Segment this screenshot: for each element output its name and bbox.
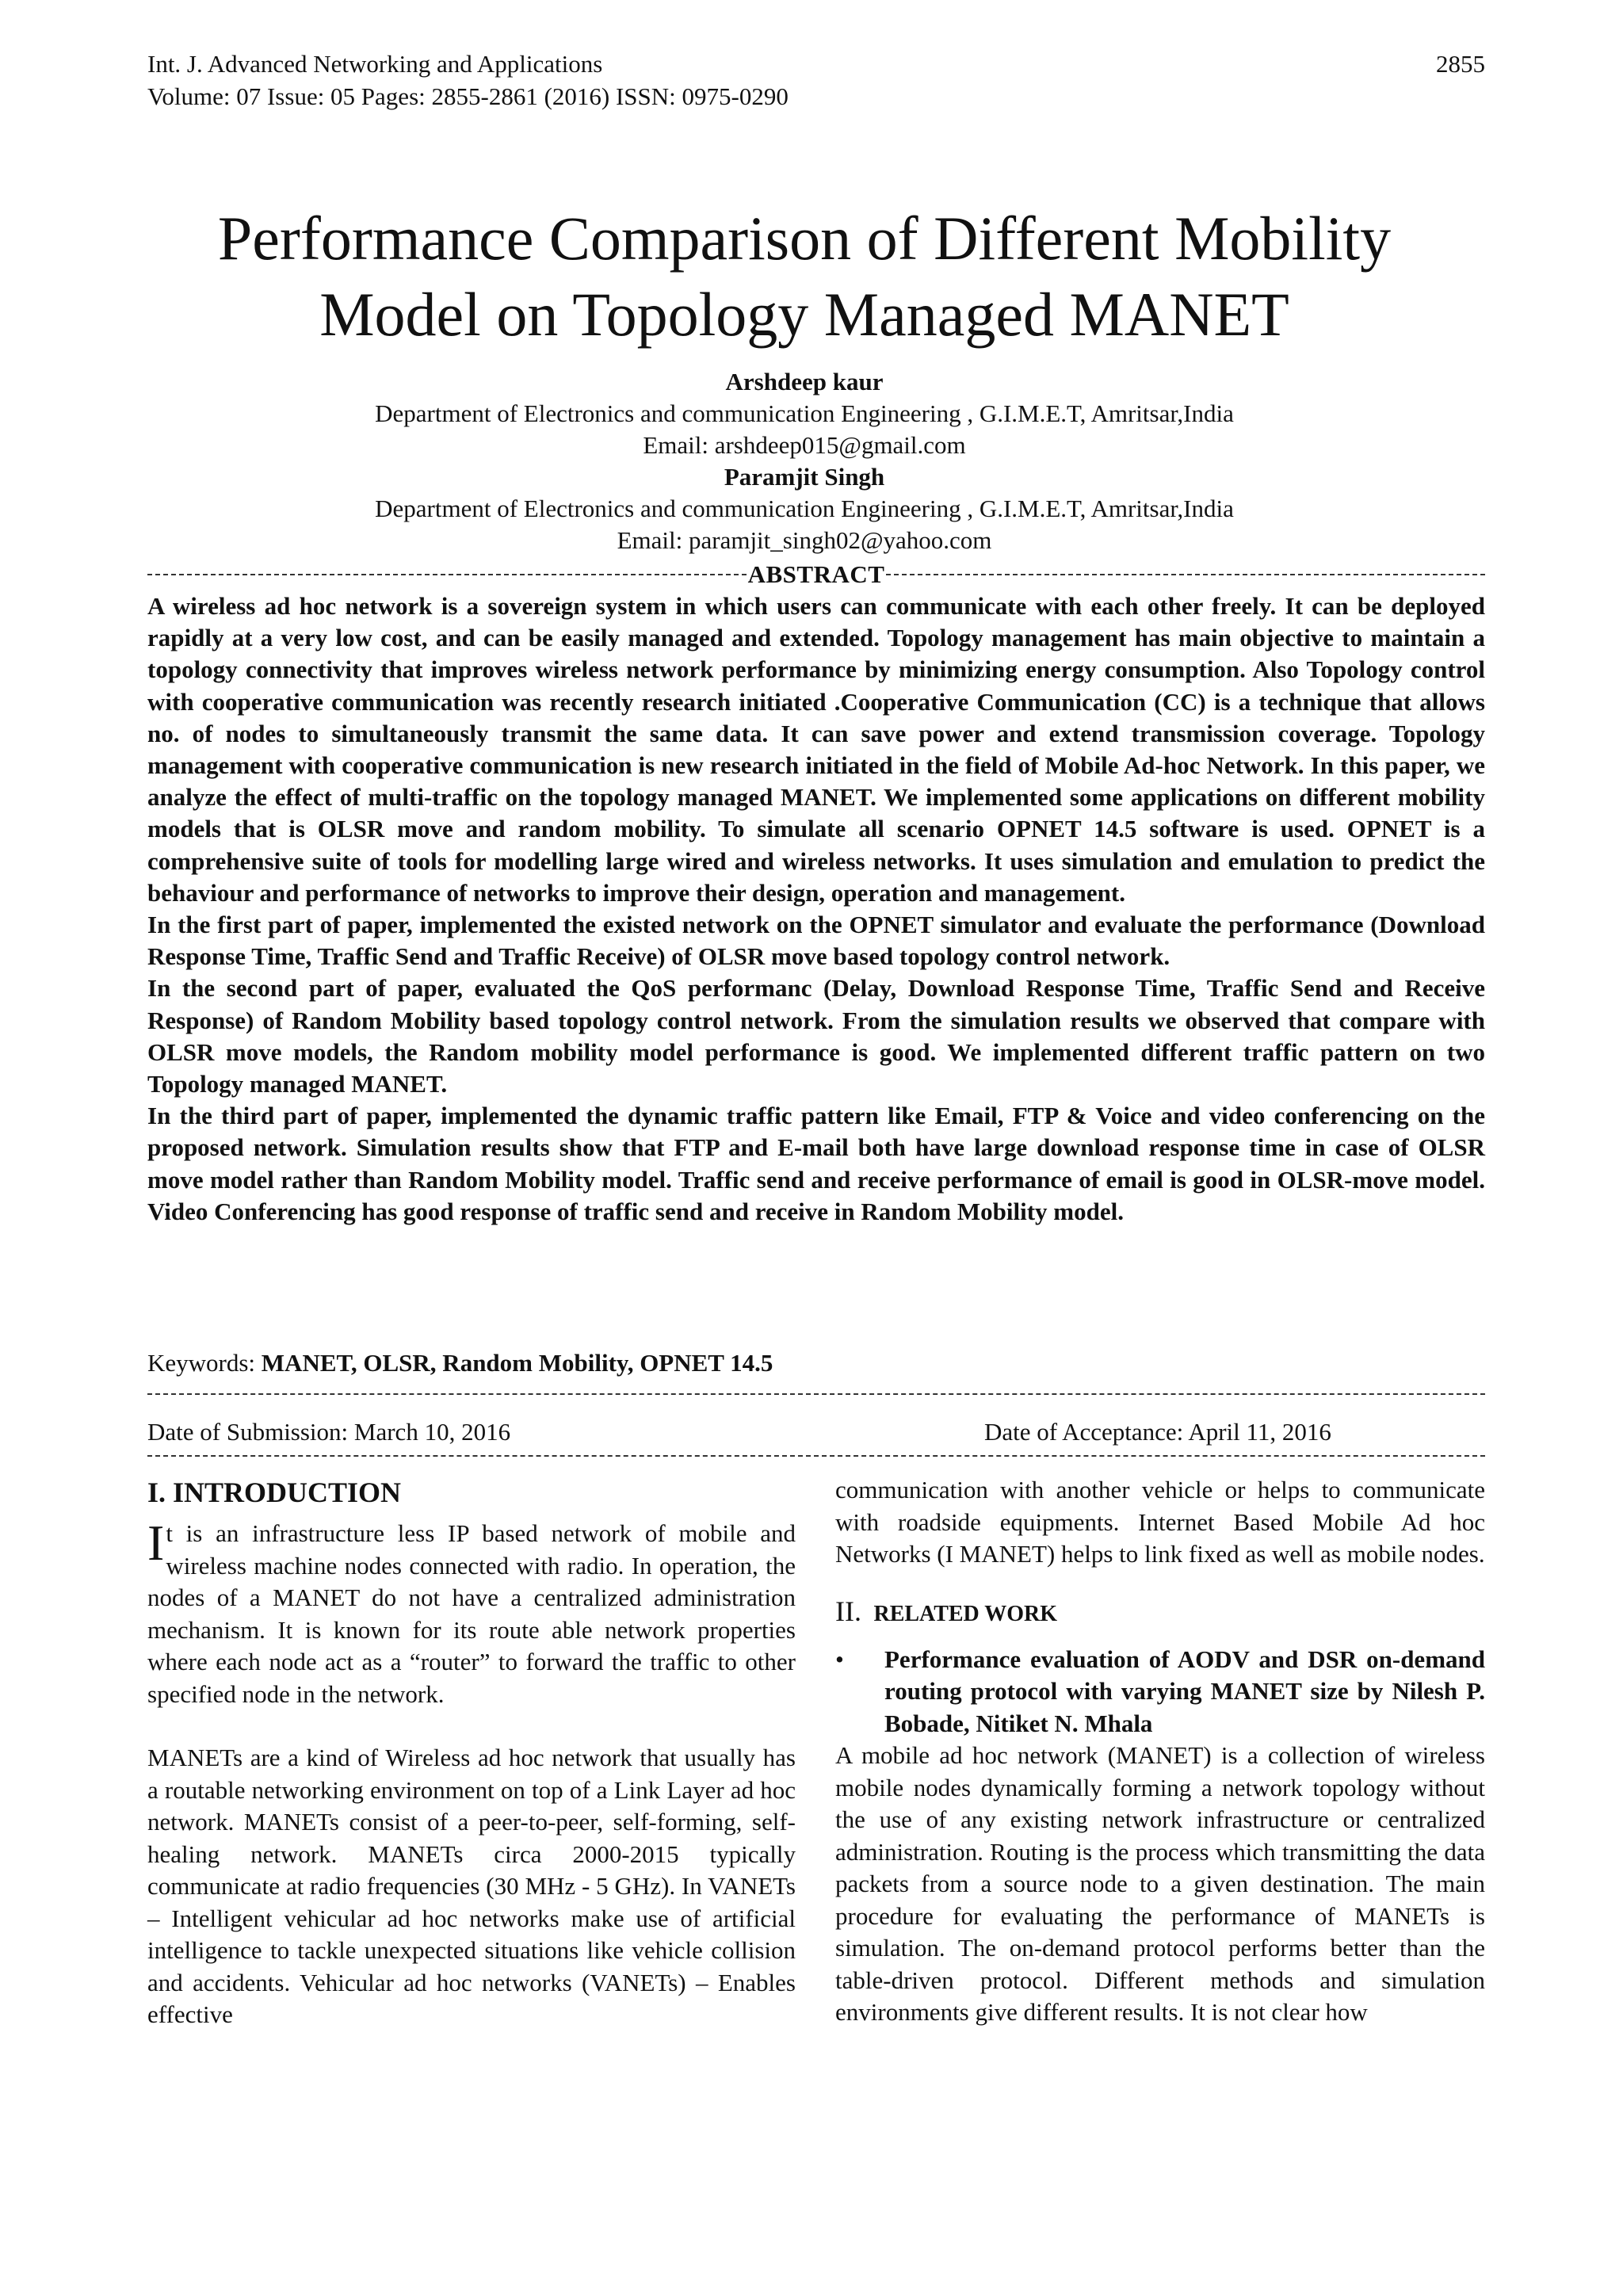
keywords-value: MANET, OLSR, Random Mobility, OPNET 14.5 (261, 1349, 773, 1377)
related-paragraph: A mobile ad hoc network (MANET) is a collection of wireless mobile nodes dynamically forming a network topology without the use of any existing network infrastructure or centralized administration. Routing is the process which transmitting the data packets from a source node to a given destination. The main procedure for evaluating the performance of MANETs is simulation. The on-demand protocol performs better than the table-driven protocol. Different methods and simulation environments give different results. It is not clear how (835, 1741, 1485, 2026)
volume-line: Volume: 07 Issue: 05 Pages: 2855-2861 (2016) ISSN: 0975-0290 (147, 82, 789, 110)
intro-column (147, 1515, 796, 2031)
acceptance-date: Date of Acceptance: April 11, 2016 (984, 1418, 1331, 1446)
related-item-title: Performance evaluation of AODV and DSR on-demand routing protocol with varying MANET size by Nilesh P. Bobade, Nitiket N. Mhala (884, 1645, 1485, 1737)
keywords (147, 1347, 773, 1379)
author-email[interactable]: Email: arshdeep015@gmail.com (643, 431, 966, 459)
author-name: Paramjit Singh (724, 463, 885, 491)
related-heading (835, 1593, 1485, 1633)
author-email[interactable]: Email: paramjit_singh02@yahoo.com (617, 526, 992, 554)
abstract-paragraph: In the first part of paper, implemented the existed network on the OPNET simulator and evaluate the performance (Download Response Time, Traffic Send and Traffic Receive) of OLSR move based topology control network. (147, 911, 1485, 971)
dashed-rule (147, 1455, 1485, 1473)
dashed-rule (886, 574, 1485, 575)
related-number: II. (835, 1595, 861, 1627)
intro-paragraph (147, 1515, 796, 1710)
page-number: 2855 (1436, 50, 1485, 78)
paper-title (119, 201, 1490, 353)
abstract-paragraph: In the third part of paper, implemented the dynamic traffic pattern like Email, FTP & Voice and video conferencing on the proposed network. Simulation results show that FTP and E-mail both have large download response time in case of OLSR move model rather than Random Mobility model. Traffic send and receive performance of email is good in OLSR-move model. Video Conferencing has good response of traffic send and receive in Random Mobility model. (147, 1102, 1485, 1225)
author-affiliation: Department of Electronics and communication Engineering , G.I.M.E.T, Amritsar,India (375, 399, 1234, 427)
right-column (835, 1474, 1485, 2029)
bullet-icon: • (835, 1645, 844, 1673)
intro-continuation: communication with another vehicle or helps to communicate with roadside equipments. Internet Based Mobile Ad hoc Networks (I MANET) helps to link fixed as well as mobile nodes. (835, 1476, 1485, 1568)
abstract-divider (147, 559, 1485, 590)
dashed-rule (147, 1393, 1485, 1411)
dashed-rule (147, 574, 747, 575)
abstract-body (147, 590, 1485, 1228)
keywords-label: Keywords: (147, 1349, 262, 1377)
abstract-paragraph: In the second part of paper, evaluated the QoS performanc (Delay, Download Response Time, Traffic Send and Receive Response) of Random Mobility based topology control network. From the simulation results we observed that compare with OLSR move models, the Random mobility model performance is good. We implemented different traffic pattern on two Topology managed MANET. (147, 974, 1485, 1098)
title-line-2: Model on Topology Managed MANET (319, 280, 1289, 349)
journal-name: Int. J. Advanced Networking and Applications (147, 50, 603, 78)
intro-paragraph-text: t is an infrastructure less IP based network of mobile and wireless machine nodes connected with radio. In operation, the nodes of a MANET do not have a centralized administration mechanism. It is known for its route able network properties where each node act as a “router” to forward the traffic to other specified node in the network. (147, 1519, 796, 1708)
author-name: Arshdeep kaur (725, 368, 884, 395)
intro-paragraph: MANETs are a kind of Wireless ad hoc network that usually has a routable networking environment on top of a Link Layer ad hoc network. MANETs consist of a peer-to-peer, self-forming, self-healing network. MANETs circa 2000-2015 typically communicate at radio frequencies (30 MHz - 5 GHz). In VANETs – Intelligent vehicular ad hoc networks make use of artificial intelligence to tackle unexpected situations like vehicle collision and accidents. Vehicular ad hoc networks (VANETs) – Enables effective (147, 1744, 796, 2028)
abstract-paragraph: A wireless ad hoc network is a sovereign system in which users can communicate with each other freely. It can be deployed rapidly at a very low cost, and can be easily managed and extended. Topology management has main objective to maintain a topology connectivity that improves wireless network performance by minimizing energy consumption. Also Topology control with cooperative communication was recently research initiated .Cooperative Communication (CC) is a technique that allows no. of nodes to simultaneously transmit the same data. It can save power and extend transmission coverage. Topology management with cooperative communication is new research initiated in the field of Mobile Ad-hoc Network. In this paper, we analyze the effect of multi-traffic on the topology managed MANET. We implemented some applications on different mobility models that is OLSR move and random mobility. To simulate all scenario OPNET 14.5 software is used. OPNET is a comprehensive suite of tools for modelling large wired and wireless networks. It uses simulation and emulation to predict the behaviour and performance of networks to improve their design, operation and management. (147, 592, 1485, 907)
drop-cap: I (147, 1515, 165, 1571)
author-affiliation: Department of Electronics and communication Engineering , G.I.M.E.T, Amritsar,India (375, 495, 1234, 522)
related-title: RELATED WORK (873, 1601, 1058, 1626)
title-line-1: Performance Comparison of Different Mobility (217, 204, 1392, 273)
related-item (835, 1644, 1485, 1740)
intro-heading: I. INTRODUCTION (147, 1477, 402, 1508)
abstract-label: ABSTRACT (747, 560, 885, 588)
submission-date: Date of Submission: March 10, 2016 (147, 1418, 511, 1446)
